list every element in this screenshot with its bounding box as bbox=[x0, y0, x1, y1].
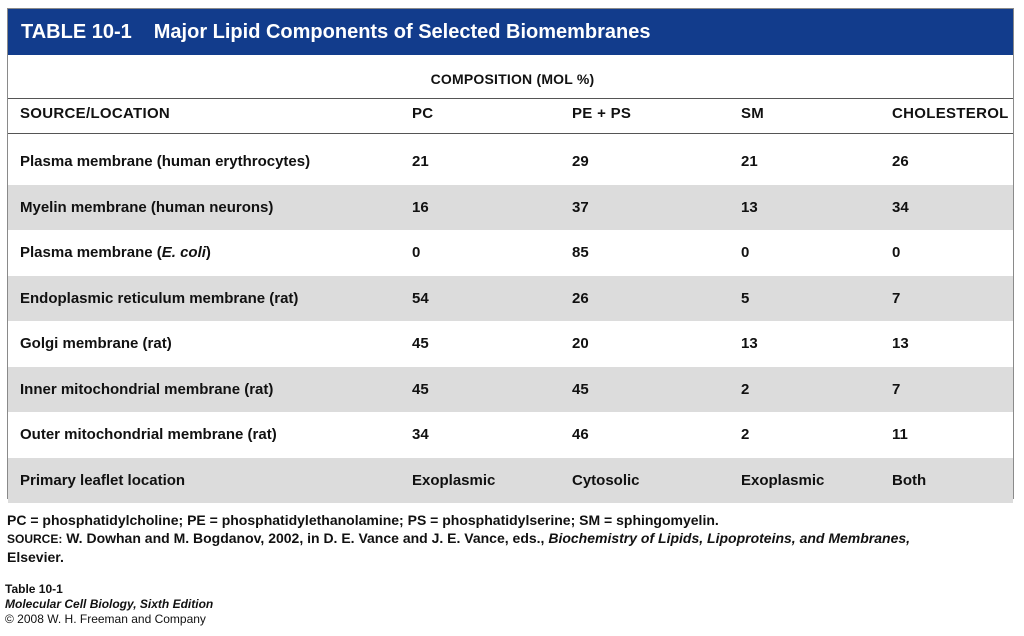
caption-book: Molecular Cell Biology, Sixth Edition bbox=[5, 597, 214, 611]
cell-pe-ps: 26 bbox=[572, 289, 589, 307]
cell-sm: 13 bbox=[741, 335, 758, 352]
cell-sm: 5 bbox=[741, 289, 750, 307]
source-text-end: ) bbox=[205, 244, 211, 261]
source-publisher: Elsevier. bbox=[7, 549, 64, 565]
source-label: SOURCE: bbox=[7, 532, 63, 546]
cell-pc: 16 bbox=[412, 198, 429, 216]
source-text: Endoplasmic reticulum membrane (rat) bbox=[20, 289, 299, 307]
cell-sm: 2 bbox=[741, 426, 750, 443]
cell-pc: 0 bbox=[412, 244, 421, 261]
cell-pc: 21 bbox=[412, 153, 429, 170]
source-text: Plasma membrane (human erythrocytes) bbox=[20, 153, 311, 170]
cell-source bbox=[20, 230, 211, 275]
table-title-bar bbox=[8, 9, 1013, 55]
source-text: Golgi membrane (rat) bbox=[20, 335, 172, 352]
header-rule bbox=[8, 98, 1013, 99]
source-text: Primary leaflet location bbox=[20, 471, 186, 489]
cell-sm: Exoplasmic bbox=[741, 471, 825, 489]
cell-pe-ps: 46 bbox=[572, 426, 589, 443]
cell-source bbox=[20, 321, 172, 366]
cell-pe-ps: 20 bbox=[572, 335, 589, 352]
source-book: Biochemistry of Lipids, Lipoproteins, and Membranes, bbox=[548, 530, 911, 546]
cell-source bbox=[20, 412, 277, 457]
cell-pe-ps: 37 bbox=[572, 198, 589, 216]
composition-header-text: COMPOSITION (MOL %) bbox=[430, 71, 595, 87]
col-header-sm: SM bbox=[741, 105, 765, 122]
cell-source bbox=[20, 367, 273, 412]
source-text: W. Dowhan and M. Bogdanov, 2002, in D. E. Vance and J. E. Vance, eds., bbox=[62, 530, 549, 546]
footnotes bbox=[7, 511, 910, 566]
cell-cholesterol: 26 bbox=[892, 153, 909, 170]
source-text: Myelin membrane (human neurons) bbox=[20, 198, 274, 216]
table-row bbox=[8, 321, 1013, 366]
cell-cholesterol: 13 bbox=[892, 335, 909, 352]
cell-pe-ps: 85 bbox=[572, 244, 589, 261]
cell-pc: Exoplasmic bbox=[412, 471, 496, 489]
cell-sm: 21 bbox=[741, 153, 758, 170]
cell-source bbox=[20, 458, 185, 503]
cell-pe-ps: Cytosolic bbox=[572, 471, 640, 489]
source-text: Inner mitochondrial membrane (rat) bbox=[20, 380, 274, 398]
cell-pe-ps: 45 bbox=[572, 380, 589, 398]
col-header-cholesterol: CHOLESTEROL bbox=[892, 105, 1009, 122]
table-row bbox=[8, 412, 1013, 457]
cell-cholesterol: 34 bbox=[892, 198, 909, 216]
cell-cholesterol: 7 bbox=[892, 289, 901, 307]
abbreviations-note: PC = phosphatidylcholine; PE = phosphatidylethanolamine; PS = phosphatidylserine; SM = sphingomyelin. bbox=[7, 512, 719, 528]
cell-pc: 54 bbox=[412, 289, 429, 307]
cell-sm: 13 bbox=[741, 198, 758, 216]
cell-pe-ps: 29 bbox=[572, 153, 589, 170]
composition-header bbox=[8, 71, 1013, 87]
cell-source bbox=[20, 185, 273, 230]
source-text: Outer mitochondrial membrane (rat) bbox=[20, 426, 277, 443]
source-note bbox=[7, 529, 910, 548]
cell-pc: 34 bbox=[412, 426, 429, 443]
col-header-source: SOURCE/LOCATION bbox=[20, 105, 171, 122]
caption-copyright: © 2008 W. H. Freeman and Company bbox=[5, 612, 206, 626]
table-row bbox=[8, 458, 1013, 503]
figure-caption bbox=[5, 582, 213, 627]
table-title: Major Lipid Components of Selected Biomembranes bbox=[153, 20, 651, 43]
lipid-table bbox=[7, 8, 1014, 499]
cell-sm: 2 bbox=[741, 380, 750, 398]
column-header-rule bbox=[8, 133, 1013, 134]
cell-pc: 45 bbox=[412, 335, 429, 352]
cell-cholesterol: Both bbox=[892, 471, 927, 489]
cell-source bbox=[20, 276, 298, 321]
cell-sm: 0 bbox=[741, 244, 750, 261]
cell-cholesterol: 11 bbox=[892, 426, 908, 443]
table-row bbox=[8, 185, 1013, 230]
table-row bbox=[8, 276, 1013, 321]
table-row bbox=[8, 139, 1013, 184]
source-text: Plasma membrane ( bbox=[20, 244, 162, 261]
source-species: E. coli bbox=[161, 244, 206, 261]
cell-source bbox=[20, 139, 310, 184]
caption-label: Table 10-1 bbox=[5, 582, 63, 596]
cell-pc: 45 bbox=[412, 380, 429, 398]
table-row bbox=[8, 367, 1013, 412]
col-header-pc: PC bbox=[412, 105, 434, 122]
table-row bbox=[8, 230, 1013, 275]
cell-cholesterol: 7 bbox=[892, 380, 901, 398]
col-header-pe-ps: PE + PS bbox=[572, 105, 632, 122]
table-label: TABLE 10-1 bbox=[21, 20, 132, 43]
cell-cholesterol: 0 bbox=[892, 244, 901, 261]
